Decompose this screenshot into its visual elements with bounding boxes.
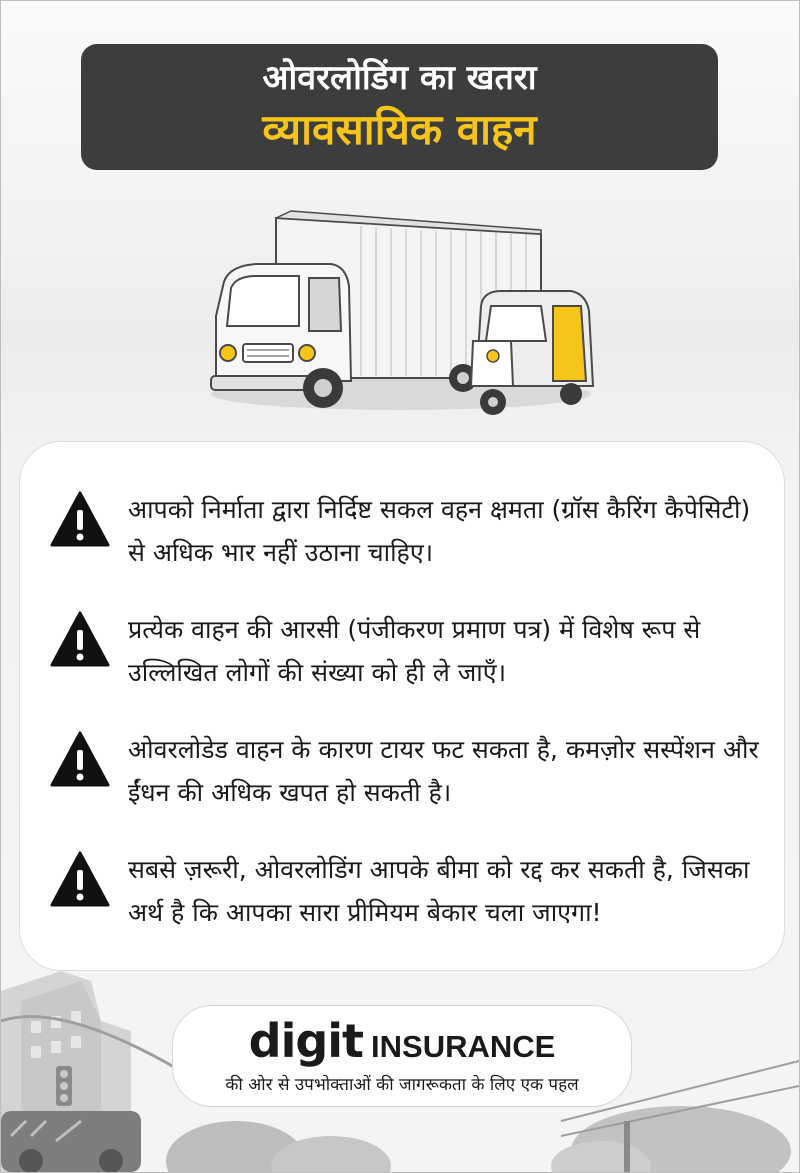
brand-logo bbox=[173, 1014, 631, 1070]
truck-and-autorickshaw-illustration bbox=[201, 206, 601, 426]
tip-text: आपको निर्माता द्वारा निर्दिष्ट सकल वहन क्षमता (ग्रॉस कैरिंग कैपेसिटी) से अधिक भार नहीं उठाना चाहिए। bbox=[128, 495, 751, 567]
tip-text: प्रत्येक वाहन की आरसी (पंजीकरण प्रमाण पत्र) में विशेष रूप से उल्लिखित लोगों की संख्या को ही ले जाएँ। bbox=[128, 615, 701, 687]
title-line-2: व्यावसायिक वाहन bbox=[262, 105, 537, 154]
warning-icon bbox=[50, 610, 110, 668]
tip-text: ओवरलोडेड वाहन के कारण टायर फट सकता है, कमज़ोर सस्पेंशन और ईंधन की अधिक खपत हो सकती है। bbox=[128, 735, 759, 807]
title-banner bbox=[81, 44, 718, 170]
title-line-1: ओवरलोडिंग का खतरा bbox=[262, 58, 537, 98]
warning-icon bbox=[50, 850, 110, 908]
tip-text: सबसे ज़रूरी, ओवरलोडिंग आपके बीमा को रद्द कर सकती है, जिसका अर्थ है कि आपका सारा प्रीमियम बेकार चला जाएगा! bbox=[128, 855, 750, 927]
tips-card bbox=[19, 441, 785, 971]
brand-suffix: INSURANCE bbox=[371, 1029, 556, 1064]
brand-footer bbox=[172, 1005, 632, 1107]
brand-name: digit bbox=[248, 1014, 364, 1068]
brand-tagline: की ओर से उपभोक्ताओं की जागरूकता के लिए एक पहल bbox=[225, 1075, 579, 1095]
warning-icon bbox=[50, 490, 110, 548]
warning-icon bbox=[50, 730, 110, 788]
